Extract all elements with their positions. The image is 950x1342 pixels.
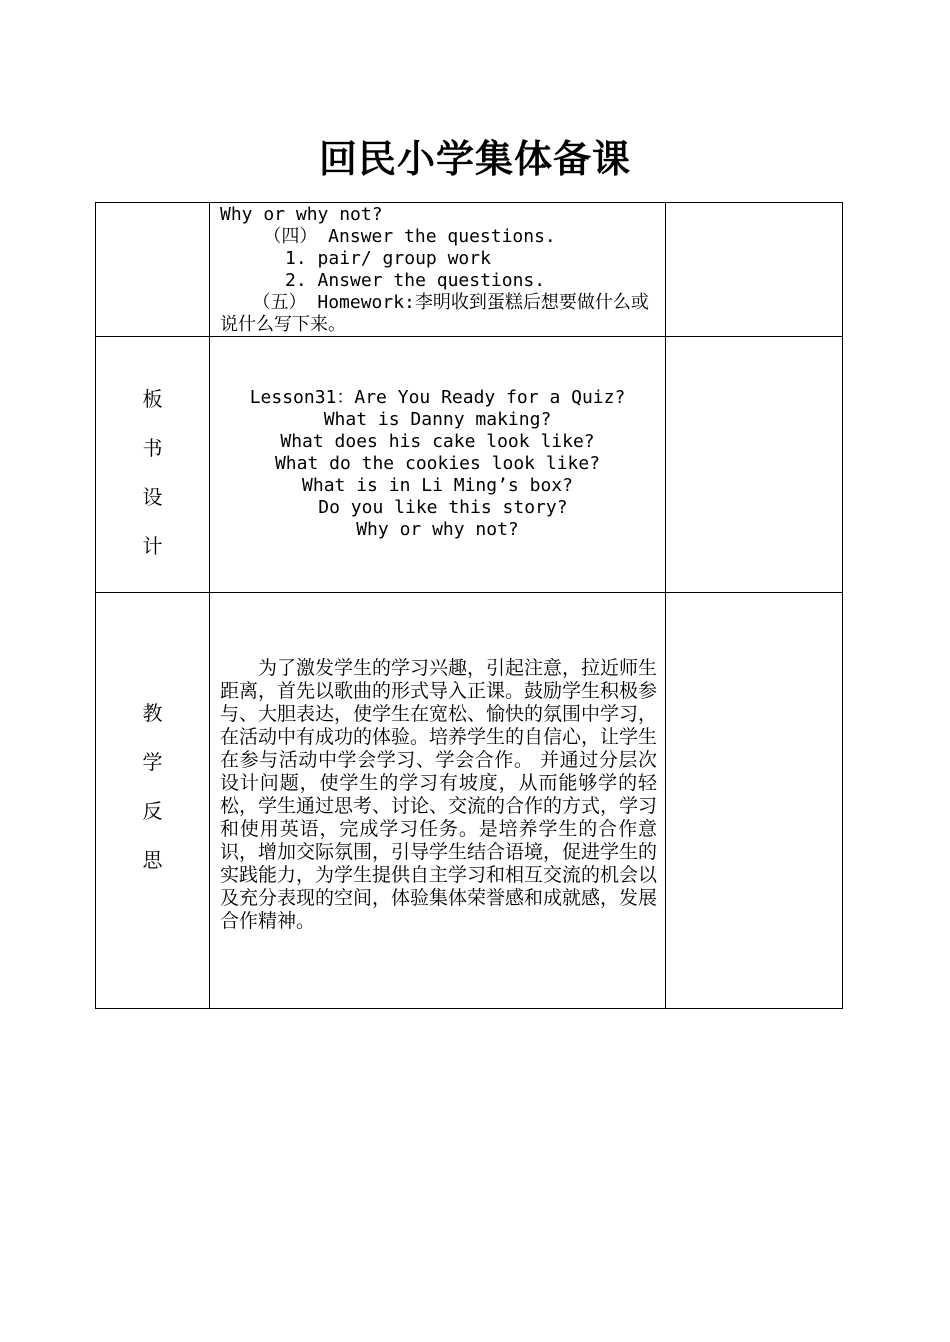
- content-line: 1. pair/ group work: [220, 248, 491, 269]
- notes-cell: [666, 203, 843, 337]
- notes-cell: [666, 337, 843, 593]
- blackboard-design-cell: [210, 337, 666, 593]
- table-row: [96, 593, 843, 1009]
- table-row: [96, 337, 843, 593]
- board-line: Do you like this story?: [307, 497, 568, 518]
- reflection-cell: [210, 593, 666, 1009]
- content-line: 2. Answer the questions.: [220, 270, 546, 291]
- label-char: 反: [142, 799, 163, 823]
- content-line: Why or why not?: [220, 204, 383, 225]
- label-char: 书: [142, 436, 163, 460]
- notes-cell: [666, 593, 843, 1009]
- label-char: 板: [142, 387, 163, 411]
- board-line: What is in Li Ming’s box?: [302, 475, 573, 496]
- board-line: What does his cake look like?: [280, 431, 595, 452]
- label-char: 计: [142, 534, 163, 558]
- board-line: What do the cookies look like?: [274, 453, 601, 474]
- table-row: [96, 203, 843, 337]
- label-char: 思: [142, 848, 163, 872]
- row-label-cell: [96, 593, 210, 1009]
- board-line: Why or why not?: [356, 519, 519, 540]
- reflection-paragraph: 为了激发学生的学习兴趣，引起注意，拉近师生距离，首先以歌曲的形式导入正课。鼓励学生积极参与、大胆表达，使学生在宽松、愉快的氛围中学习，在活动中有成功的体验。培养学生的自信心，让学生在参与活动中学会学习、学会合作。 并通过分层次设计问题，使学生的学习有坡度，从而能够学的轻松，学生通过思考、讨论、交流的合作的方式，学习和使用英语，完成学习任务。是培养学生的合作意识，增加交际氛围，引导学生结合语境，促进学生的实践能力，为学生提供自主学习和相互交流的机会以及充分表现的空间，体验集体荣誉感和成就感，发展合作精神。: [220, 657, 658, 932]
- row-label-cell: [96, 337, 210, 593]
- row-label-cell: [96, 203, 210, 337]
- board-line: What is Danny making?: [323, 409, 552, 430]
- page-title: 回民小学集体备课: [318, 137, 631, 181]
- activity-content-cell: [210, 203, 666, 337]
- label-char: 教: [142, 701, 163, 725]
- board-line: Lesson31：Are You Ready for a Quiz?: [249, 387, 626, 408]
- content-line: （四） Answer the questions.: [220, 226, 556, 247]
- label-char: 学: [142, 750, 163, 774]
- lesson-plan-table: [95, 202, 843, 1009]
- homework-line: （五） Homework:李明收到蛋糕后想要做什么或说什么写下来。: [220, 292, 649, 335]
- label-char: 设: [142, 485, 163, 509]
